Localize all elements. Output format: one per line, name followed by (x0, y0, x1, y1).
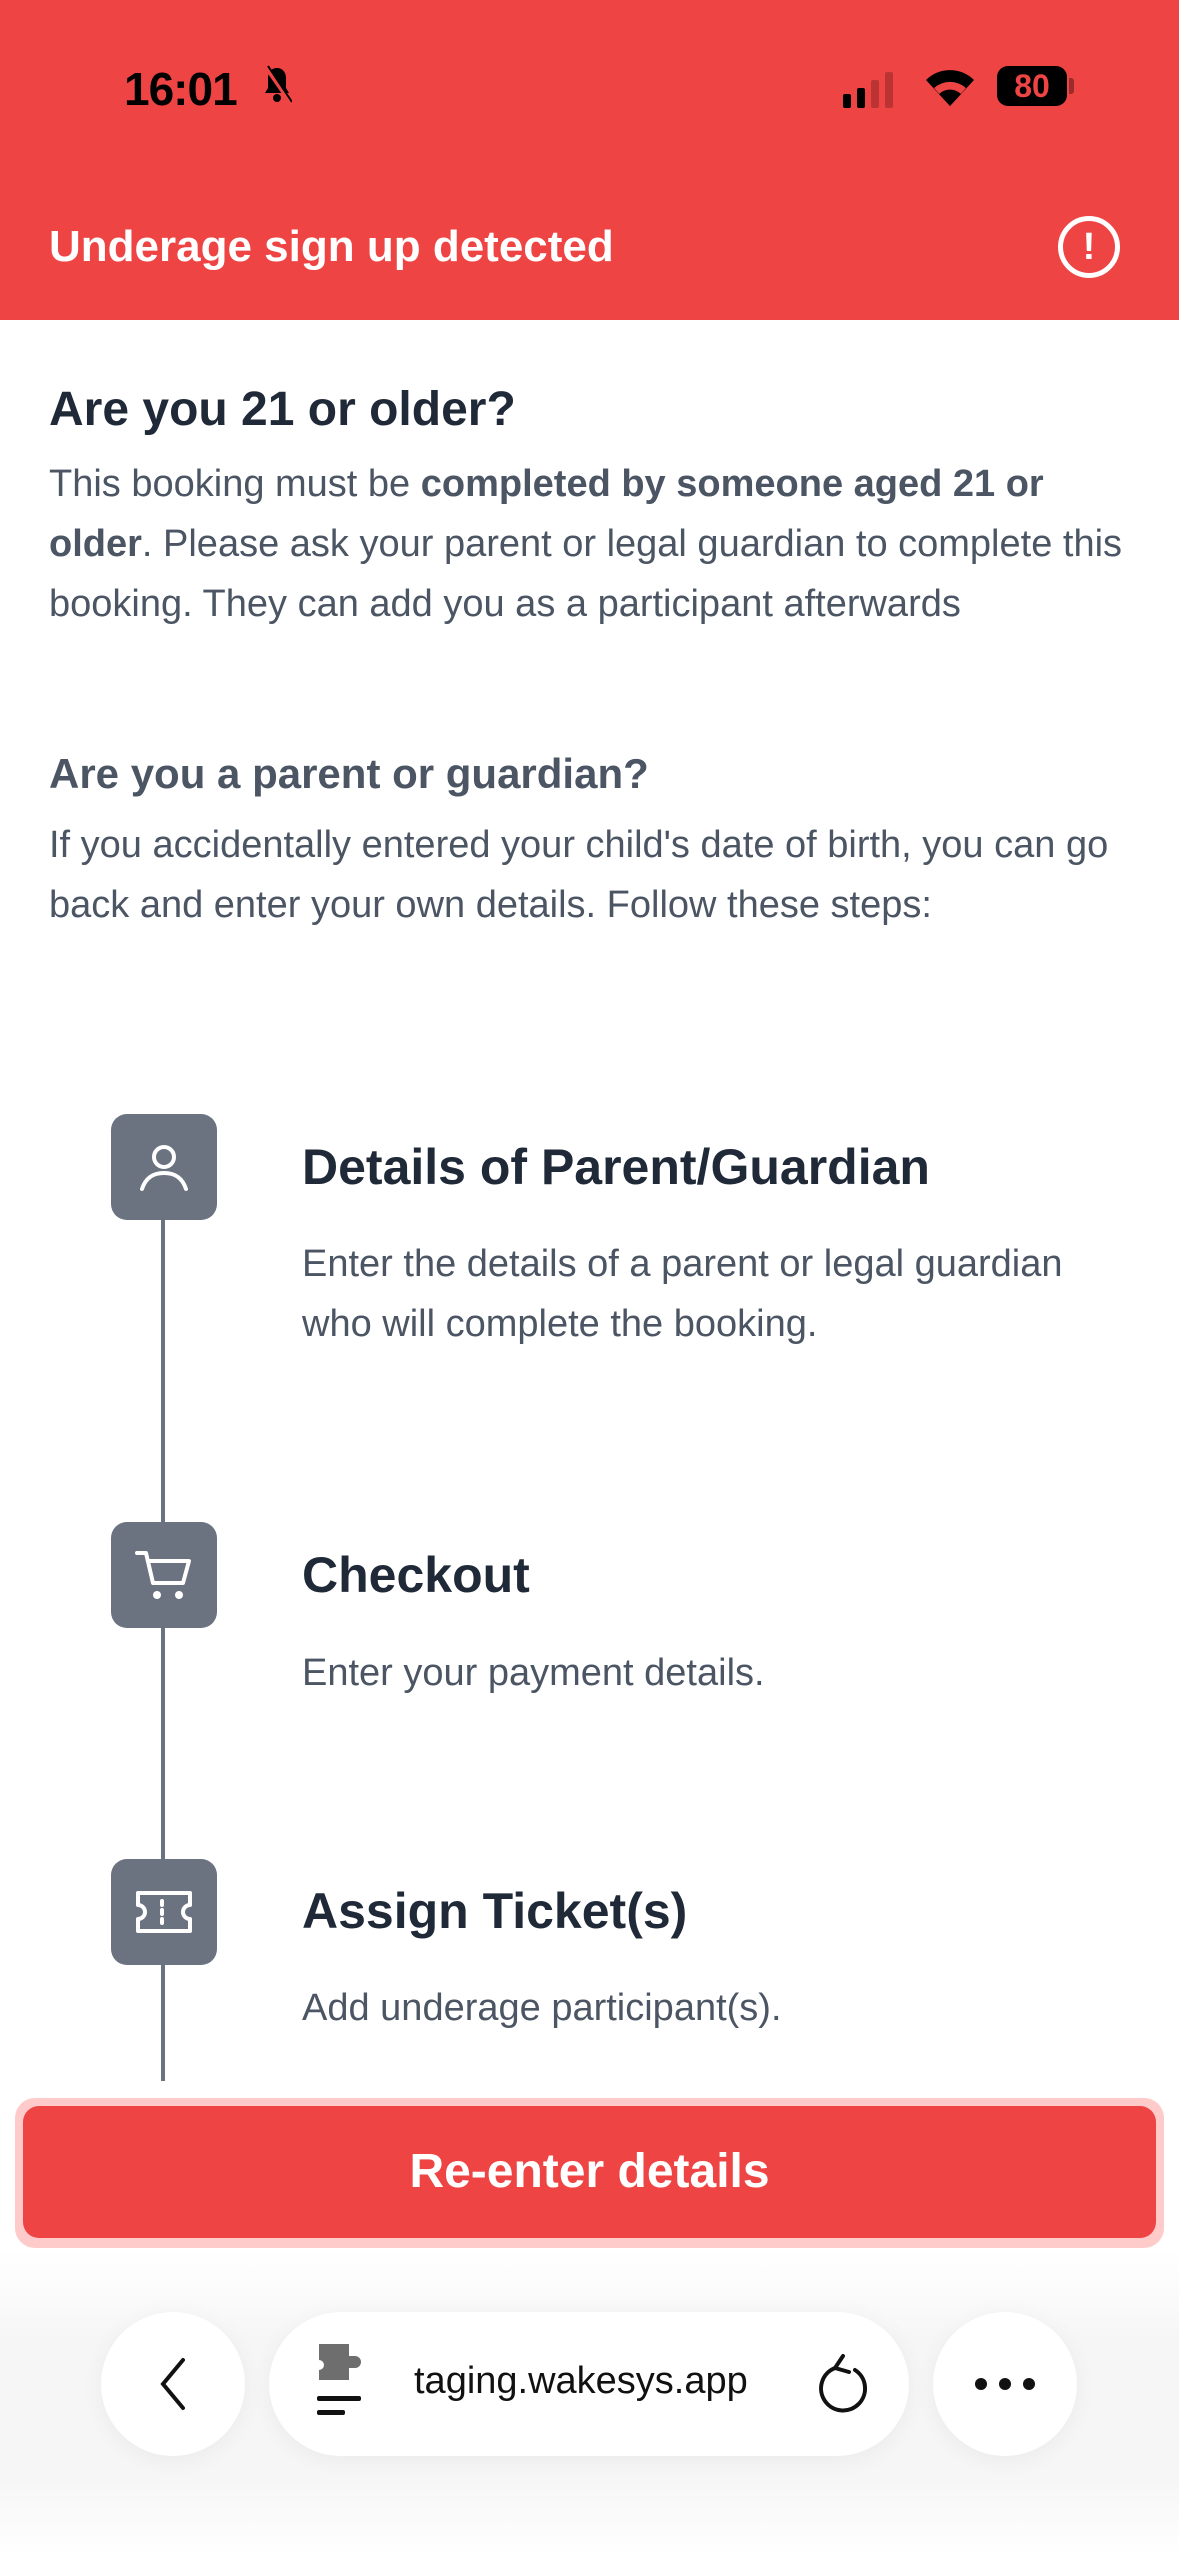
chevron-left-icon (153, 2354, 193, 2414)
step-title: Details of Parent/Guardian (302, 1139, 930, 1195)
status-time: 16:01 (124, 63, 237, 115)
step-description: Add underage participant(s). (302, 1987, 782, 2029)
page-title: Underage sign up detected (49, 222, 614, 271)
intro-text: This booking must be (49, 463, 421, 505)
more-options-button[interactable] (933, 2312, 1077, 2456)
battery-cap (1069, 78, 1074, 94)
silent-bell-icon (262, 64, 292, 104)
reenter-details-button[interactable]: Re-enter details (23, 2106, 1156, 2238)
header-bar (0, 0, 1179, 320)
extension-page-menu-icon[interactable] (315, 2340, 365, 2424)
step-title: Assign Ticket(s) (302, 1883, 688, 1939)
step-description: Enter your payment details. (302, 1652, 765, 1694)
guardian-heading: Are you a parent or guardian? (49, 750, 649, 797)
guardian-description: If you accidentally entered your child's date of birth, you can go back and enter your own details. Follow these steps: (49, 824, 1109, 926)
reload-icon[interactable] (815, 2350, 871, 2420)
battery-indicator: 80 (997, 66, 1067, 106)
cellular-signal-icon (843, 70, 907, 110)
intro-bold-text: completed by someone aged 21 or older (49, 463, 1044, 565)
user-icon (111, 1114, 217, 1220)
url-text[interactable]: taging.wakesys.app (414, 2360, 748, 2402)
alert-icon[interactable]: ! (1058, 216, 1120, 278)
intro-text-end: . Please ask your parent or legal guardian to complete this booking. They can add you as a participant afterwards (49, 523, 1123, 625)
ellipsis-icon (973, 2376, 1037, 2392)
cart-icon (111, 1522, 217, 1628)
age-heading: Are you 21 or older? (49, 383, 516, 436)
age-description (49, 454, 1139, 634)
step-description: Enter the details of a parent or legal guardian who will complete the booking. (302, 1243, 1063, 1345)
step-title: Checkout (302, 1547, 530, 1603)
back-button[interactable] (101, 2312, 245, 2456)
ticket-icon (111, 1859, 217, 1965)
wifi-icon (922, 66, 978, 108)
